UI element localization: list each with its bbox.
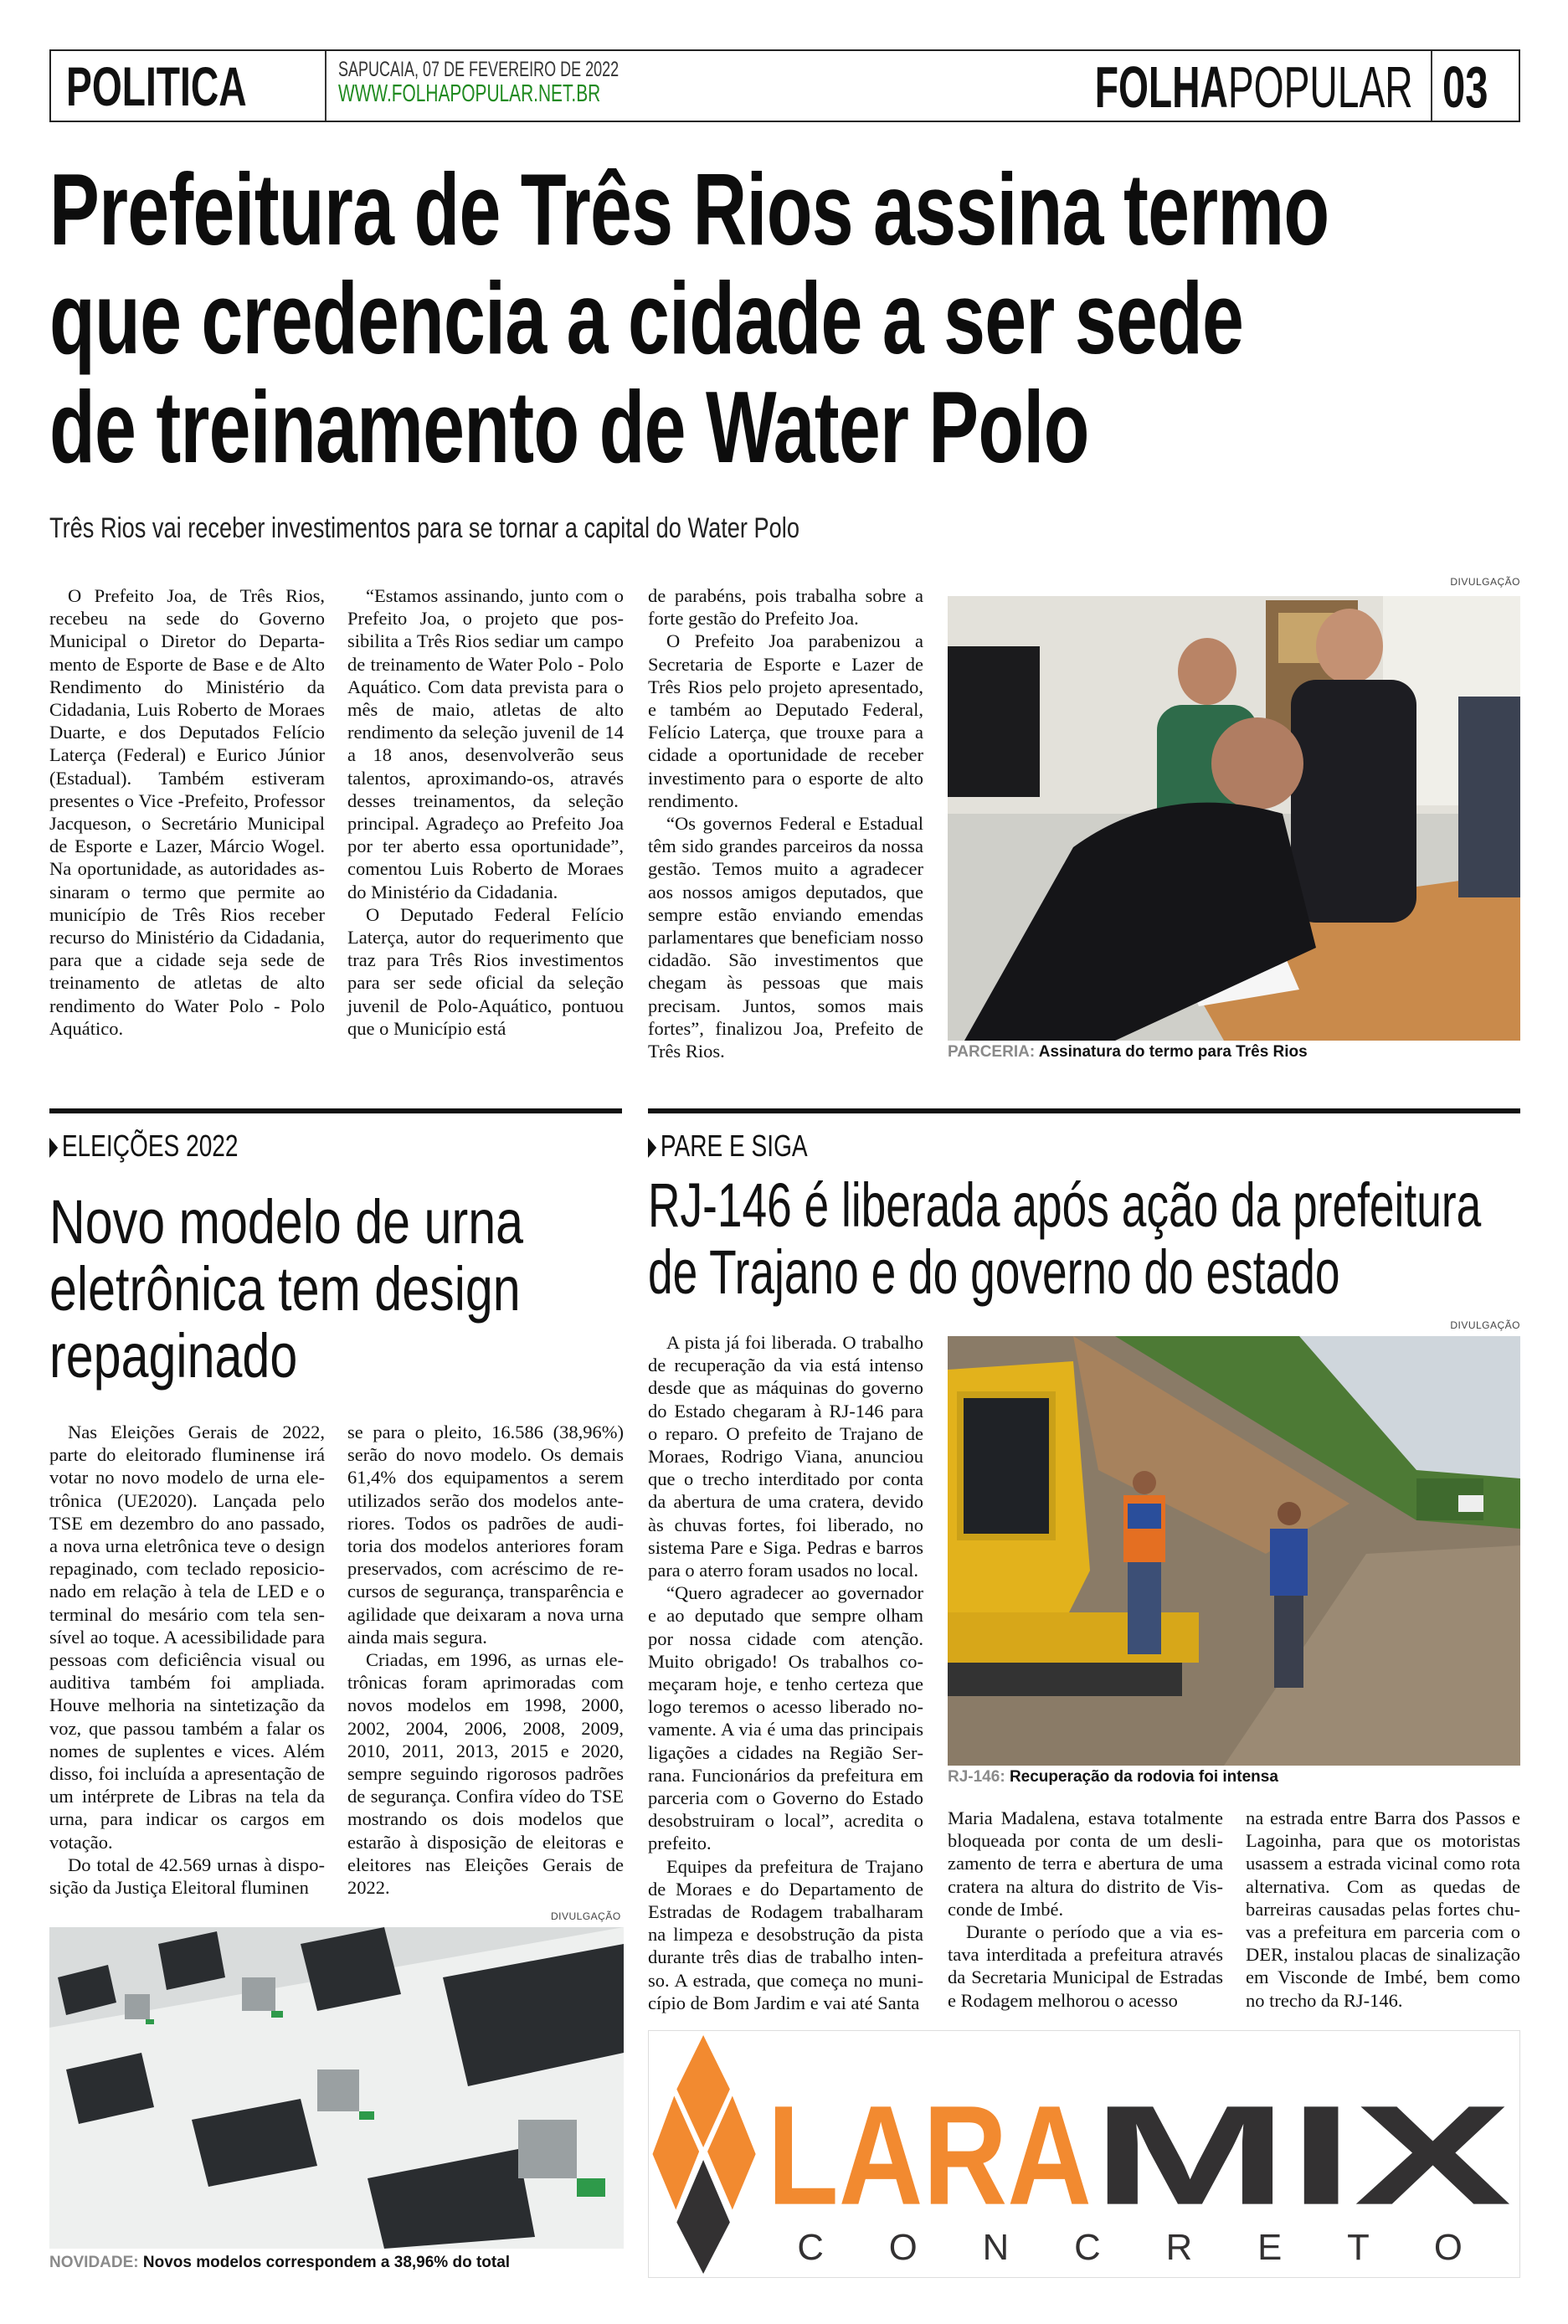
urna-column-2 bbox=[347, 1421, 624, 1899]
lead-subtitle: Três Rios vai receber investimentos para se tornar a capital do Water Polo bbox=[49, 512, 799, 544]
section-name: POLITICA bbox=[66, 55, 247, 117]
rj146-column-2 bbox=[948, 1807, 1223, 2012]
voting-machines-photo bbox=[49, 1927, 624, 2249]
lead-column-3 bbox=[648, 584, 923, 1062]
paragraph: se para o pleito, 16.586 (38,96%) serão do novo modelo. Os demais 61,4% dos equipamentos a serem utilizados serão dos modelos anteriores. Todos os padrões de auditoria dos modelos anteriores foram preservados, com acréscimo de recursos de segurança, transparência e agilidade que deixaram a nova urna ainda mais segura. bbox=[347, 1422, 624, 1648]
section-rule bbox=[648, 1108, 1520, 1113]
signing-photo bbox=[948, 596, 1520, 1041]
laramix-ad[interactable] bbox=[648, 2030, 1520, 2278]
paragraph: “Os governos Federal e Estadual têm sido grandes parceiros da nossa gestão. Temos muito a agradecer aos nossos amigos deputados, que sempre estão enviando emendas parlamentares que beneficiam nosso cidadão. São investimentos que chegam às pessoas que mais precisam. Juntos, somos mais fortes”, finalizou Joa, Prefeito de Três Rios. bbox=[648, 813, 923, 1062]
paragraph: “Estamos assinando, junto com o Prefeito Joa, o projeto que possibilita a Três Rios sediar um campo de treinamento de Water Polo - Polo Aquático. Com data prevista para o mês de maio, atletas de alto rendimento da seleção juvenil de 14 a 18 anos, desenvolverão seus talentos, aproximando-os, através desses treinamentos, da seleção principal. Agradeço ao Prefeito Joa por ter aberto essa oportunidade”, comentou Luis Roberto de Moraes do Ministério da Cidadania. bbox=[347, 585, 624, 902]
photo-caption: RJ-146: Recuperação da rodovia foi intensa bbox=[948, 1768, 1278, 1786]
paragraph: “Quero agradecer ao governador e ao deputado que sempre olham por nossa cidade com atenção. Muito obrigado! Os trabalhos começaram hoje, e tenho certeza que logo teremos o acesso liberado novamente. A via é uma das principais ligações a cidades na Região Serrana. Funcionários da prefeitura em parceria com o Governo do Estado desobstruiram o local”, acredita o prefeito. bbox=[648, 1582, 923, 1854]
paragraph: Equipes da prefeitura de Trajano de Moraes e do Departamento de Estradas de Rodagem trabalharam na limpeza e desobstrução da pista durante três dias de trabalho intenso. A estrada, que começa no município de Bom Jardim e vai até Santa bbox=[648, 1855, 923, 2013]
diamond-logo-icon bbox=[653, 2035, 756, 2274]
urna-kicker: ELEIÇÕES 2022 bbox=[49, 1129, 291, 1164]
rj146-headline-line: de Trajano e do governo do estado bbox=[648, 1237, 1340, 1307]
paragraph: Durante o período que a via estava interditada a prefeitura através da Secretaria Municipal de Estradas e Rodagem melhorou o acesso bbox=[948, 1921, 1223, 2011]
lead-column-2 bbox=[347, 584, 624, 1040]
rj146-kicker: PARE E SIGA bbox=[648, 1129, 852, 1164]
paragraph: Do total de 42.569 urnas à disposição da Justiça Eleitoral fluminen bbox=[49, 1854, 325, 1899]
website-link[interactable]: WWW.FOLHAPOPULAR.NET.BR bbox=[338, 80, 601, 107]
rj146-column-1 bbox=[648, 1331, 923, 2014]
triangle-bullet-icon bbox=[648, 1138, 656, 1158]
paragraph: O Prefeito Joa parabenizou a Secretaria de Esporte e Lazer de Três Rios pelo projeto apresentado, e também ao Deputado Federal, Felício Laterça, que trouxe para a cidade a oportunidade de receber investimento para o esporte de alto rendimento. bbox=[648, 630, 923, 811]
section-rule bbox=[49, 1108, 622, 1113]
roadwork-photo bbox=[948, 1336, 1520, 1766]
paragraph: Criadas, em 1996, as urnas eletrônicas foram aprimoradas com novos modelos em 1998, 2000, 2002, 2004, 2006, 2008, 2009, 2010, 2011, 2013, 2015 e 2020, sempre seguindo rigorosos padrões de segurança. Confira vídeo do TSE mostrando os dois modelos que estarão à disposição de eleitoras e eleitores nas Eleições Gerais de 2022. bbox=[347, 1649, 624, 1899]
paragraph: O Deputado Federal Felício Laterça, autor do requerimento que traz para Três Rios investimentos para ser sede oficial da seleção juvenil de Polo-Aquático, pontuou que o Município está bbox=[347, 903, 624, 1039]
page-number: 03 bbox=[1442, 54, 1488, 120]
photo-credit: DIVULGAÇÃO bbox=[1450, 576, 1520, 588]
urna-headline-line: eletrônica tem design bbox=[49, 1254, 521, 1324]
dateline: SAPUCAIA, 07 DE FEVEREIRO DE 2022 bbox=[338, 58, 619, 81]
rj146-column-3 bbox=[1246, 1807, 1520, 2012]
urna-headline-line: Novo modelo de urna bbox=[49, 1187, 524, 1257]
paragraph: A pista já foi liberada. O trabalho de recuperação da via está intenso desde que as máquinas do governo do Estado chegaram à RJ-146 para o reparo. O prefeito de Trajano de Moraes, Rodrigo Viana, anunciou que o trecho interditado por conta da abertura de uma cratera, devido às chuvas fortes, foi liberado, no sistema Pare e Siga. Pedras e barros para o aterro foram usados no local. bbox=[648, 1332, 923, 1581]
paragraph: O Prefeito Joa, de Três Rios, recebeu na sede do Governo Municipal o Diretor do Departamento de Esporte de Base e de Alto Rendimento do Ministério da Cidadania, Luis Roberto de Moraes Duarte, e dos Deputados Felício Laterça (Federal) e Eurico Júnior (Estadual). Também estiveram presentes o Vice -Prefeito, Professor Jacqueson, o Secretário Municipal de Esporte e Lazer, Márcio Wogel. Na oportunidade, as autoridades assinaram o termo que permite ao município de Três Rios receber recurso do Ministério da Cidadania, para que a cidade seja sede de treinamento de atletas de alto rendimento do Water Polo - Polo Aquático. bbox=[49, 585, 325, 1039]
masthead bbox=[49, 49, 1520, 122]
photo-caption: PARCERIA: Assinatura do termo para Três Rios bbox=[948, 1043, 1308, 1061]
laramix-logo bbox=[649, 2031, 1519, 2277]
paragraph: Nas Eleições Gerais de 2022, parte do eleitorado fluminense irá votar no novo modelo de urna eletrônica (UE2020). Lançada pelo TSE em dezembro do ano passado, a nova urna eletrônica teve o design repaginado, com teclado reposicionado em relação à tela de LED e o terminal do mesário com tela sensível ao toque. A acessibilidade para pessoas com deficiência visual ou auditiva também foi ampliada. Houve melhoria na sintetização da voz, que passou também a falar os nomes de suplentes e vices. Além disso, foi incluída a apresentação de um intérprete de Libras na tela da urna, para indicar os cargos em votação. bbox=[49, 1422, 325, 1853]
lead-column-1 bbox=[49, 584, 325, 1040]
photo-caption: NOVIDADE: Novos modelos correspondem a 38,96% do total bbox=[49, 2254, 511, 2271]
brand-lara: LARA bbox=[767, 2075, 1092, 2234]
newspaper-brand: FOLHAPOPULAR bbox=[1095, 54, 1413, 120]
triangle-bullet-icon bbox=[49, 1138, 58, 1158]
urna-headline-line: repaginado bbox=[49, 1321, 298, 1391]
urna-column-1 bbox=[49, 1421, 325, 1899]
lead-headline-line: que credencia a cidade a ser sede bbox=[49, 261, 1244, 375]
photo-credit: DIVULGAÇÃO bbox=[551, 1910, 621, 1922]
divider bbox=[325, 51, 326, 121]
lead-headline-line: Prefeitura de Três Rios assina termo bbox=[49, 152, 1329, 266]
paragraph: Maria Madalena, estava totalmente bloqueada por conta de um deslizamento de terra e abertura de uma cratera na altura do distrito de Visconde de Imbé. bbox=[948, 1807, 1223, 1920]
brand-mix: MIX bbox=[1091, 2075, 1512, 2234]
photo-credit: DIVULGAÇÃO bbox=[1450, 1319, 1520, 1331]
lead-headline-line: de treinamento de Water Polo bbox=[49, 370, 1089, 484]
brand-tagline: CONCRETO bbox=[797, 2227, 1463, 2269]
rj146-headline-line: RJ-146 é liberada após ação da prefeitura bbox=[648, 1170, 1482, 1240]
paragraph: de parabéns, pois trabalha sobre a forte gestão do Prefeito Joa. bbox=[648, 585, 923, 630]
divider bbox=[1431, 51, 1432, 121]
paragraph: na estrada entre Barra dos Passos e Lagoinha, para que os motoristas usassem a estrada vicinal como rota alternativa. Com as quedas de barreiras causadas pelas fortes chuvas a prefeitura em parceria com o DER, instalou placas de sinalização em Visconde de Imbé, bem como no trecho da RJ-146. bbox=[1246, 1807, 1520, 2011]
